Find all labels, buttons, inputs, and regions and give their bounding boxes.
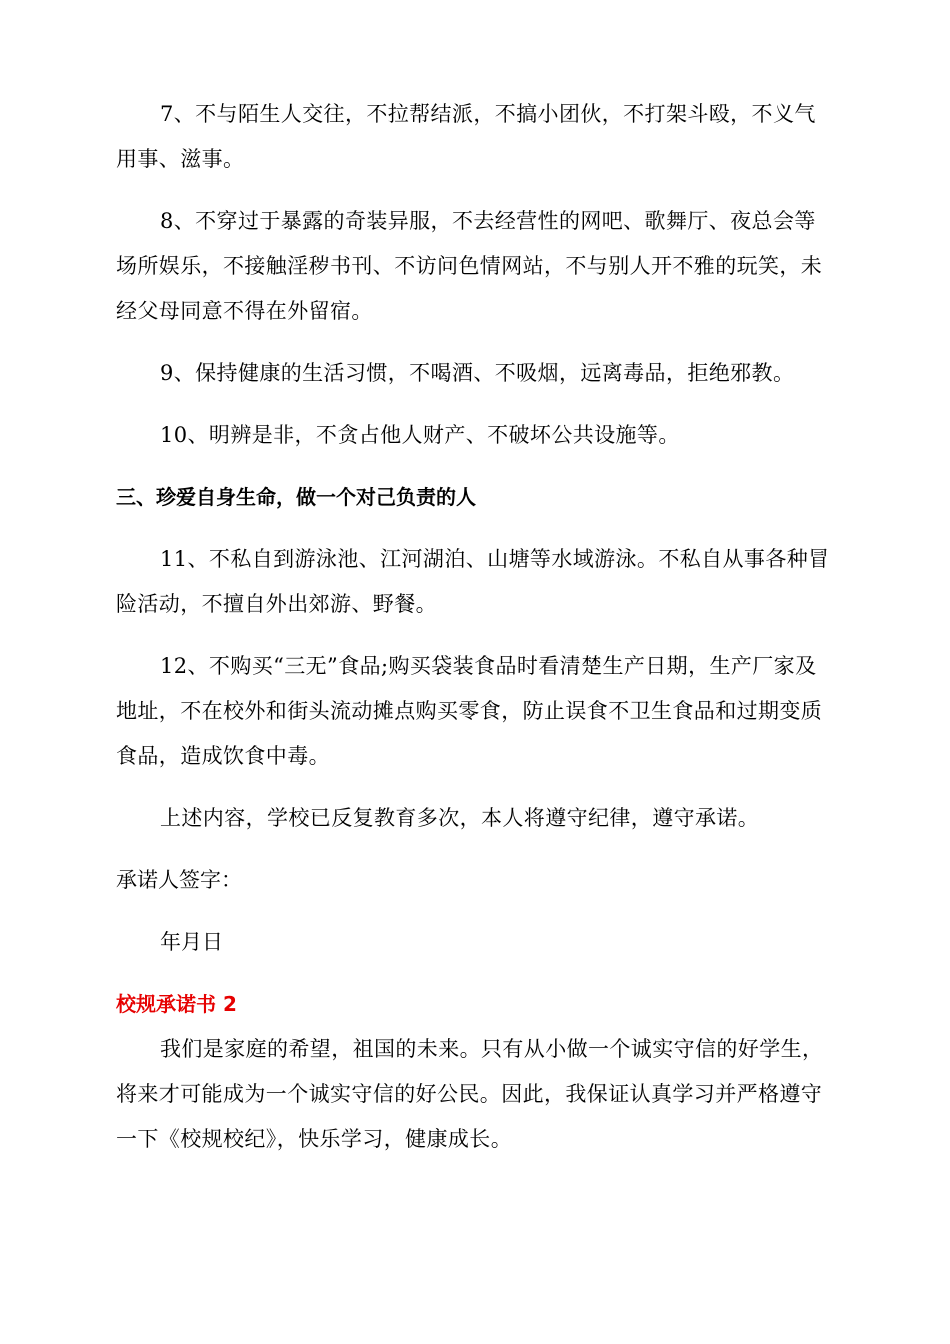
paragraph-gap [116, 458, 836, 475]
document-body [116, 92, 836, 1162]
paragraph-gap [116, 520, 836, 537]
paragraph-gap [116, 182, 836, 199]
document-title-2: 校规承诺书 2 [116, 992, 237, 1016]
date-label: 年月日 [160, 930, 223, 954]
paragraph-gap [116, 334, 836, 351]
paragraph-gap [116, 396, 836, 413]
section-heading: 三、珍爱自身生命，做一个对己负责的人 [116, 485, 476, 509]
signature-label: 承诺人签字： [116, 868, 242, 892]
rule-item-7: 7、不与陌生人交往，不拉帮结派，不搞小团伙，不打架斗殴，不义气用事、滋事。 [116, 102, 816, 171]
intro-paragraph-2: 我们是家庭的希望，祖国的未来。只有从小做一个诚实守信的好学生，将来才可能成为一个诚实守信的好公民。因此，我保证认真学习并严格遵守一下《校规校纪》，快乐学习，健康成长。 [116, 1037, 824, 1151]
paragraph-gap [116, 841, 836, 858]
paragraph-gap [116, 627, 836, 644]
paragraph-gap [116, 779, 836, 796]
rule-item-12: 12、不购买“三无”食品;购买袋装食品时看清楚生产日期，生产厂家及地址，不在校外和街头流动摊点购买零食，防止误食不卫生食品和过期变质食品，造成饮食中毒。 [116, 654, 823, 768]
rule-item-11: 11、不私自到游泳池、江河湖泊、山塘等水域游泳。不私自从事各种冒险活动，不擅自外出郊游、野餐。 [116, 547, 830, 616]
paragraph-gap [116, 903, 836, 920]
rule-item-8: 8、不穿过于暴露的奇装异服，不去经营性的网吧、歌舞厅、夜总会等场所娱乐，不接触淫秽书刊、不访问色情网站，不与别人开不雅的玩笑，未经父母同意不得在外留宿。 [116, 209, 823, 323]
rule-item-10: 10、明辨是非，不贪占他人财产、不破坏公共设施等。 [160, 423, 680, 447]
paragraph-gap [116, 965, 836, 982]
rule-item-9: 9、保持健康的生活习惯，不喝酒、不吸烟，远离毒品，拒绝邪教。 [160, 361, 795, 385]
closing-statement: 上述内容，学校已反复教育多次，本人将遵守纪律，遵守承诺。 [160, 806, 760, 830]
